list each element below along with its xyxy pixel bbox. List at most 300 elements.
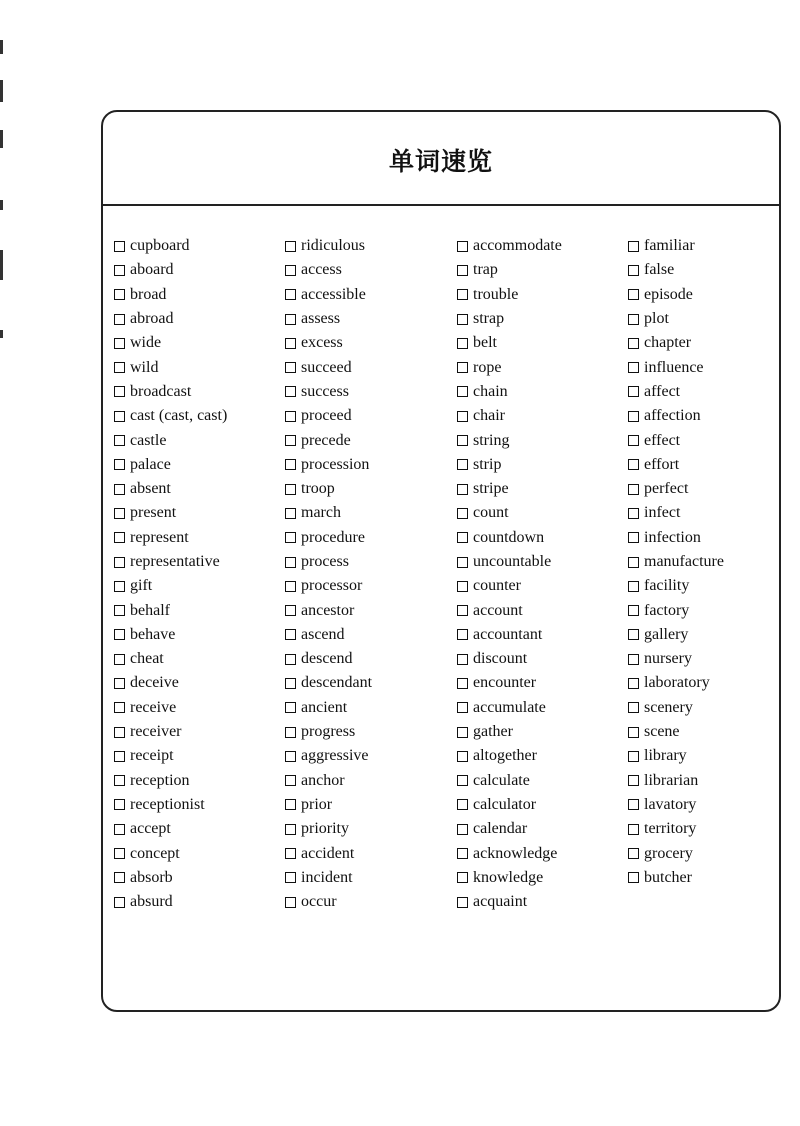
word-item[interactable] bbox=[285, 769, 455, 793]
checkbox-icon[interactable] bbox=[457, 775, 468, 786]
word-item[interactable] bbox=[628, 283, 781, 307]
checkbox-icon[interactable] bbox=[457, 702, 468, 713]
word-item[interactable] bbox=[457, 671, 627, 695]
checkbox-icon[interactable] bbox=[457, 872, 468, 883]
word-item[interactable] bbox=[628, 793, 781, 817]
word-label: progress bbox=[301, 723, 356, 741]
word-item[interactable] bbox=[457, 404, 627, 428]
word-label: wild bbox=[130, 358, 159, 376]
word-item[interactable] bbox=[628, 380, 781, 404]
word-item[interactable] bbox=[628, 404, 781, 428]
word-label: trap bbox=[473, 261, 498, 279]
checkbox-icon[interactable] bbox=[114, 799, 125, 810]
word-item[interactable] bbox=[628, 744, 781, 768]
word-item[interactable] bbox=[285, 574, 455, 598]
word-item[interactable] bbox=[628, 550, 781, 574]
word-label: palace bbox=[130, 455, 171, 473]
checkbox-icon[interactable] bbox=[457, 678, 468, 689]
word-label: excess bbox=[301, 334, 343, 352]
word-item[interactable] bbox=[285, 817, 455, 841]
word-label: calculator bbox=[473, 795, 537, 813]
word-item[interactable] bbox=[114, 307, 284, 331]
word-label: stripe bbox=[473, 480, 509, 498]
word-label: prior bbox=[301, 795, 333, 813]
word-item[interactable] bbox=[628, 623, 781, 647]
word-label: plot bbox=[644, 310, 669, 328]
word-item[interactable] bbox=[285, 841, 455, 865]
word-item[interactable] bbox=[457, 428, 627, 452]
word-item[interactable] bbox=[114, 331, 284, 355]
word-item[interactable] bbox=[457, 623, 627, 647]
word-item[interactable] bbox=[628, 817, 781, 841]
word-item[interactable] bbox=[285, 696, 455, 720]
word-item[interactable] bbox=[457, 355, 627, 379]
checkbox-icon[interactable] bbox=[457, 459, 468, 470]
checkbox-icon[interactable] bbox=[628, 362, 639, 373]
word-label: effect bbox=[644, 431, 681, 449]
word-item[interactable] bbox=[628, 841, 781, 865]
word-label: deceive bbox=[130, 674, 179, 692]
checkbox-icon[interactable] bbox=[285, 411, 296, 422]
word-item[interactable] bbox=[285, 307, 455, 331]
word-item[interactable] bbox=[285, 428, 455, 452]
word-item[interactable] bbox=[628, 234, 781, 258]
word-label: receive bbox=[130, 698, 177, 716]
checkbox-icon[interactable] bbox=[628, 678, 639, 689]
word-item[interactable] bbox=[457, 258, 627, 282]
checkbox-icon[interactable] bbox=[285, 459, 296, 470]
checkbox-icon[interactable] bbox=[114, 314, 125, 325]
word-label: cast (cast, cast) bbox=[130, 407, 228, 425]
word-label: accommodate bbox=[473, 237, 562, 255]
checkbox-icon[interactable] bbox=[114, 532, 125, 543]
checkbox-icon[interactable] bbox=[457, 848, 468, 859]
word-item[interactable] bbox=[628, 526, 781, 550]
word-label: representative bbox=[130, 553, 220, 570]
word-label: accident bbox=[301, 844, 355, 862]
word-item[interactable] bbox=[285, 477, 455, 501]
word-label: ascend bbox=[301, 625, 345, 643]
checkbox-icon[interactable] bbox=[114, 338, 125, 349]
word-item[interactable] bbox=[285, 598, 455, 622]
word-item[interactable] bbox=[457, 331, 627, 355]
word-label: cupboard bbox=[130, 237, 190, 255]
word-item[interactable] bbox=[457, 841, 627, 865]
checkbox-icon[interactable] bbox=[628, 508, 639, 519]
word-label: acknowledge bbox=[473, 844, 558, 862]
word-item[interactable] bbox=[285, 331, 455, 355]
checkbox-icon[interactable] bbox=[285, 362, 296, 373]
checkbox-icon[interactable] bbox=[114, 848, 125, 859]
checkbox-icon[interactable] bbox=[628, 241, 639, 252]
checkbox-icon[interactable] bbox=[285, 751, 296, 762]
word-label: discount bbox=[473, 650, 528, 668]
checkbox-icon[interactable] bbox=[114, 775, 125, 786]
edge-mark bbox=[0, 40, 3, 54]
word-item[interactable] bbox=[114, 647, 284, 671]
word-label: abroad bbox=[130, 310, 174, 328]
word-item[interactable] bbox=[114, 501, 284, 525]
word-label: count bbox=[473, 504, 509, 522]
word-item[interactable] bbox=[114, 720, 284, 744]
checkbox-icon[interactable] bbox=[285, 848, 296, 859]
word-label: chain bbox=[473, 382, 508, 400]
word-item[interactable] bbox=[114, 283, 284, 307]
checkbox-icon[interactable] bbox=[285, 338, 296, 349]
word-label: accept bbox=[130, 820, 171, 838]
word-label: territory bbox=[644, 820, 697, 838]
word-label: occur bbox=[301, 893, 337, 911]
word-label: affection bbox=[644, 407, 701, 425]
word-label: assess bbox=[301, 310, 341, 328]
checkbox-icon[interactable] bbox=[285, 265, 296, 276]
checkbox-icon[interactable] bbox=[285, 727, 296, 738]
word-label: broadcast bbox=[130, 382, 192, 400]
word-label: procession bbox=[301, 455, 370, 473]
checkbox-icon[interactable] bbox=[628, 289, 639, 300]
checkbox-icon[interactable] bbox=[114, 727, 125, 738]
word-item[interactable] bbox=[628, 696, 781, 720]
checkbox-icon[interactable] bbox=[628, 775, 639, 786]
checkbox-icon[interactable] bbox=[457, 289, 468, 300]
checkbox-icon[interactable] bbox=[457, 484, 468, 495]
checkbox-icon[interactable] bbox=[628, 848, 639, 859]
word-label: represent bbox=[130, 528, 189, 546]
checkbox-icon[interactable] bbox=[457, 824, 468, 835]
checkbox-icon[interactable] bbox=[628, 338, 639, 349]
checkbox-icon[interactable] bbox=[457, 605, 468, 616]
word-item[interactable] bbox=[628, 598, 781, 622]
checkbox-icon[interactable] bbox=[114, 241, 125, 252]
word-item[interactable] bbox=[285, 258, 455, 282]
word-label: receiver bbox=[130, 723, 182, 741]
word-label: descendant bbox=[301, 674, 373, 692]
word-item[interactable] bbox=[285, 550, 455, 574]
word-label: factory bbox=[644, 601, 690, 619]
word-item[interactable] bbox=[628, 428, 781, 452]
word-item[interactable] bbox=[114, 744, 284, 768]
word-item[interactable] bbox=[285, 501, 455, 525]
word-label: accessible bbox=[301, 285, 366, 303]
checkbox-icon[interactable] bbox=[285, 508, 296, 519]
word-column-2 bbox=[285, 234, 455, 914]
word-item[interactable] bbox=[457, 477, 627, 501]
checkbox-icon[interactable] bbox=[114, 265, 125, 276]
word-item[interactable] bbox=[285, 866, 455, 890]
word-label: procedure bbox=[301, 528, 365, 546]
checkbox-icon[interactable] bbox=[628, 751, 639, 762]
word-label: altogether bbox=[473, 747, 537, 765]
word-label: absurd bbox=[130, 893, 173, 911]
checkbox-icon[interactable] bbox=[285, 872, 296, 883]
word-label: descend bbox=[301, 650, 353, 668]
word-item[interactable] bbox=[114, 355, 284, 379]
word-item[interactable] bbox=[114, 890, 284, 914]
checkbox-icon[interactable] bbox=[628, 386, 639, 397]
word-item[interactable] bbox=[285, 404, 455, 428]
word-item[interactable] bbox=[285, 793, 455, 817]
word-label: ancient bbox=[301, 698, 348, 716]
word-label: reception bbox=[130, 771, 190, 789]
word-label: strap bbox=[473, 310, 505, 328]
checkbox-icon[interactable] bbox=[114, 824, 125, 835]
word-label: march bbox=[301, 504, 341, 522]
word-item[interactable] bbox=[457, 501, 627, 525]
word-item[interactable] bbox=[114, 453, 284, 477]
word-item[interactable] bbox=[114, 477, 284, 501]
word-item[interactable] bbox=[628, 769, 781, 793]
vocabulary-frame bbox=[101, 110, 781, 1012]
checkbox-icon[interactable] bbox=[457, 362, 468, 373]
checkbox-icon[interactable] bbox=[114, 484, 125, 495]
word-label: uncountable bbox=[473, 553, 552, 570]
word-item[interactable] bbox=[114, 526, 284, 550]
word-item[interactable] bbox=[457, 550, 627, 574]
checkbox-icon[interactable] bbox=[628, 824, 639, 835]
word-label: belt bbox=[473, 334, 497, 352]
word-label: butcher bbox=[644, 868, 692, 886]
checkbox-icon[interactable] bbox=[457, 314, 468, 325]
word-item[interactable] bbox=[114, 380, 284, 404]
checkbox-icon[interactable] bbox=[285, 581, 296, 592]
checkbox-icon[interactable] bbox=[114, 751, 125, 762]
title-bar bbox=[103, 112, 779, 206]
checkbox-icon[interactable] bbox=[628, 605, 639, 616]
word-item[interactable] bbox=[114, 769, 284, 793]
checkbox-icon[interactable] bbox=[285, 484, 296, 495]
checkbox-icon[interactable] bbox=[285, 532, 296, 543]
word-label: troop bbox=[301, 480, 335, 498]
word-item[interactable] bbox=[457, 526, 627, 550]
word-item[interactable] bbox=[457, 574, 627, 598]
word-label: gather bbox=[473, 723, 513, 741]
word-item[interactable] bbox=[457, 598, 627, 622]
word-item[interactable] bbox=[114, 234, 284, 258]
word-item[interactable] bbox=[285, 355, 455, 379]
word-label: counter bbox=[473, 577, 521, 595]
checkbox-icon[interactable] bbox=[285, 702, 296, 713]
word-label: affect bbox=[644, 382, 681, 400]
checkbox-icon[interactable] bbox=[285, 775, 296, 786]
word-item[interactable] bbox=[114, 258, 284, 282]
word-item[interactable] bbox=[285, 234, 455, 258]
checkbox-icon[interactable] bbox=[285, 314, 296, 325]
word-item[interactable] bbox=[457, 307, 627, 331]
checkbox-icon[interactable] bbox=[457, 386, 468, 397]
checkbox-icon[interactable] bbox=[285, 897, 296, 908]
word-label: gift bbox=[130, 577, 153, 595]
checkbox-icon[interactable] bbox=[285, 435, 296, 446]
word-item[interactable] bbox=[457, 380, 627, 404]
word-item[interactable] bbox=[457, 720, 627, 744]
checkbox-icon[interactable] bbox=[114, 702, 125, 713]
word-item[interactable] bbox=[628, 647, 781, 671]
checkbox-icon[interactable] bbox=[114, 629, 125, 640]
checkbox-icon[interactable] bbox=[457, 338, 468, 349]
checkbox-icon[interactable] bbox=[114, 459, 125, 470]
checkbox-icon[interactable] bbox=[457, 751, 468, 762]
checkbox-icon[interactable] bbox=[114, 678, 125, 689]
word-label: broad bbox=[130, 285, 167, 303]
checkbox-icon[interactable] bbox=[628, 702, 639, 713]
word-item[interactable] bbox=[628, 477, 781, 501]
checkbox-icon[interactable] bbox=[457, 654, 468, 665]
word-label: perfect bbox=[644, 480, 689, 498]
checkbox-icon[interactable] bbox=[457, 411, 468, 422]
word-label: succeed bbox=[301, 358, 352, 376]
checkbox-icon[interactable] bbox=[285, 605, 296, 616]
word-label: manufacture bbox=[644, 553, 724, 570]
word-item[interactable] bbox=[285, 380, 455, 404]
word-item[interactable] bbox=[114, 574, 284, 598]
checkbox-icon[interactable] bbox=[457, 241, 468, 252]
word-item[interactable] bbox=[285, 890, 455, 914]
word-item[interactable] bbox=[457, 453, 627, 477]
checkbox-icon[interactable] bbox=[114, 386, 125, 397]
checkbox-icon[interactable] bbox=[457, 508, 468, 519]
checkbox-icon[interactable] bbox=[285, 654, 296, 665]
word-label: familiar bbox=[644, 237, 695, 255]
word-item[interactable] bbox=[628, 866, 781, 890]
checkbox-icon[interactable] bbox=[457, 799, 468, 810]
word-label: grocery bbox=[644, 844, 693, 862]
word-item[interactable] bbox=[457, 696, 627, 720]
word-item[interactable] bbox=[285, 526, 455, 550]
word-item[interactable] bbox=[114, 793, 284, 817]
word-item[interactable] bbox=[285, 671, 455, 695]
word-item[interactable] bbox=[628, 307, 781, 331]
word-item[interactable] bbox=[628, 671, 781, 695]
checkbox-icon[interactable] bbox=[114, 872, 125, 883]
checkbox-icon[interactable] bbox=[114, 654, 125, 665]
checkbox-icon[interactable] bbox=[114, 435, 125, 446]
edge-mark bbox=[0, 330, 3, 338]
word-item[interactable] bbox=[285, 744, 455, 768]
checkbox-icon[interactable] bbox=[285, 241, 296, 252]
word-item[interactable] bbox=[628, 331, 781, 355]
word-item[interactable] bbox=[285, 647, 455, 671]
checkbox-icon[interactable] bbox=[457, 897, 468, 908]
word-item[interactable] bbox=[457, 769, 627, 793]
checkbox-icon[interactable] bbox=[114, 581, 125, 592]
word-label: castle bbox=[130, 431, 167, 449]
word-item[interactable] bbox=[114, 550, 284, 574]
checkbox-icon[interactable] bbox=[628, 727, 639, 738]
word-label: effort bbox=[644, 455, 680, 473]
checkbox-icon[interactable] bbox=[285, 678, 296, 689]
checkbox-icon[interactable] bbox=[628, 872, 639, 883]
checkbox-icon[interactable] bbox=[457, 629, 468, 640]
word-label: acquaint bbox=[473, 893, 528, 911]
page-title: 单词速览 bbox=[388, 147, 493, 176]
word-label: precede bbox=[301, 431, 351, 449]
word-item[interactable] bbox=[285, 283, 455, 307]
checkbox-icon[interactable] bbox=[457, 435, 468, 446]
word-item[interactable] bbox=[628, 574, 781, 598]
word-item[interactable] bbox=[628, 453, 781, 477]
checkbox-icon[interactable] bbox=[628, 459, 639, 470]
checkbox-icon[interactable] bbox=[285, 799, 296, 810]
word-label: librarian bbox=[644, 771, 699, 789]
checkbox-icon[interactable] bbox=[628, 314, 639, 325]
checkbox-icon[interactable] bbox=[114, 508, 125, 519]
word-label: chapter bbox=[644, 334, 692, 352]
checkbox-icon[interactable] bbox=[457, 265, 468, 276]
checkbox-icon[interactable] bbox=[628, 654, 639, 665]
word-label: absorb bbox=[130, 868, 173, 886]
word-item[interactable] bbox=[114, 598, 284, 622]
checkbox-icon[interactable] bbox=[114, 557, 125, 568]
checkbox-icon[interactable] bbox=[628, 629, 639, 640]
word-item[interactable] bbox=[457, 283, 627, 307]
word-item[interactable] bbox=[285, 453, 455, 477]
word-label: trouble bbox=[473, 285, 519, 303]
word-item[interactable] bbox=[457, 866, 627, 890]
checkbox-icon[interactable] bbox=[628, 435, 639, 446]
word-item[interactable] bbox=[628, 720, 781, 744]
word-item[interactable] bbox=[114, 404, 284, 428]
word-item[interactable] bbox=[114, 671, 284, 695]
checkbox-icon[interactable] bbox=[114, 289, 125, 300]
word-label: scenery bbox=[644, 698, 693, 716]
word-item[interactable] bbox=[628, 258, 781, 282]
word-item[interactable] bbox=[285, 720, 455, 744]
word-item[interactable] bbox=[457, 647, 627, 671]
word-label: aboard bbox=[130, 261, 174, 279]
word-item[interactable] bbox=[457, 744, 627, 768]
checkbox-icon[interactable] bbox=[285, 386, 296, 397]
word-item[interactable] bbox=[114, 428, 284, 452]
word-item[interactable] bbox=[457, 793, 627, 817]
checkbox-icon[interactable] bbox=[285, 629, 296, 640]
checkbox-icon[interactable] bbox=[457, 581, 468, 592]
word-item[interactable] bbox=[457, 234, 627, 258]
word-label: behalf bbox=[130, 601, 170, 619]
checkbox-icon[interactable] bbox=[457, 727, 468, 738]
word-label: process bbox=[301, 553, 349, 570]
checkbox-icon[interactable] bbox=[628, 581, 639, 592]
checkbox-icon[interactable] bbox=[628, 484, 639, 495]
checkbox-icon[interactable] bbox=[285, 557, 296, 568]
checkbox-icon[interactable] bbox=[457, 557, 468, 568]
word-item[interactable] bbox=[457, 890, 627, 914]
word-label: concept bbox=[130, 844, 180, 862]
checkbox-icon[interactable] bbox=[114, 897, 125, 908]
word-item[interactable] bbox=[114, 696, 284, 720]
word-item[interactable] bbox=[114, 817, 284, 841]
checkbox-icon[interactable] bbox=[285, 824, 296, 835]
word-label: accountant bbox=[473, 625, 543, 643]
checkbox-icon[interactable] bbox=[628, 532, 639, 543]
word-item[interactable] bbox=[628, 355, 781, 379]
word-item[interactable] bbox=[285, 623, 455, 647]
word-item[interactable] bbox=[114, 866, 284, 890]
checkbox-icon[interactable] bbox=[628, 557, 639, 568]
checkbox-icon[interactable] bbox=[628, 799, 639, 810]
word-item[interactable] bbox=[457, 817, 627, 841]
checkbox-icon[interactable] bbox=[114, 362, 125, 373]
checkbox-icon[interactable] bbox=[628, 265, 639, 276]
checkbox-icon[interactable] bbox=[285, 289, 296, 300]
word-item[interactable] bbox=[114, 623, 284, 647]
word-label: countdown bbox=[473, 528, 545, 546]
word-item[interactable] bbox=[114, 841, 284, 865]
word-item[interactable] bbox=[628, 501, 781, 525]
checkbox-icon[interactable] bbox=[114, 411, 125, 422]
checkbox-icon[interactable] bbox=[114, 605, 125, 616]
checkbox-icon[interactable] bbox=[628, 411, 639, 422]
checkbox-icon[interactable] bbox=[457, 532, 468, 543]
